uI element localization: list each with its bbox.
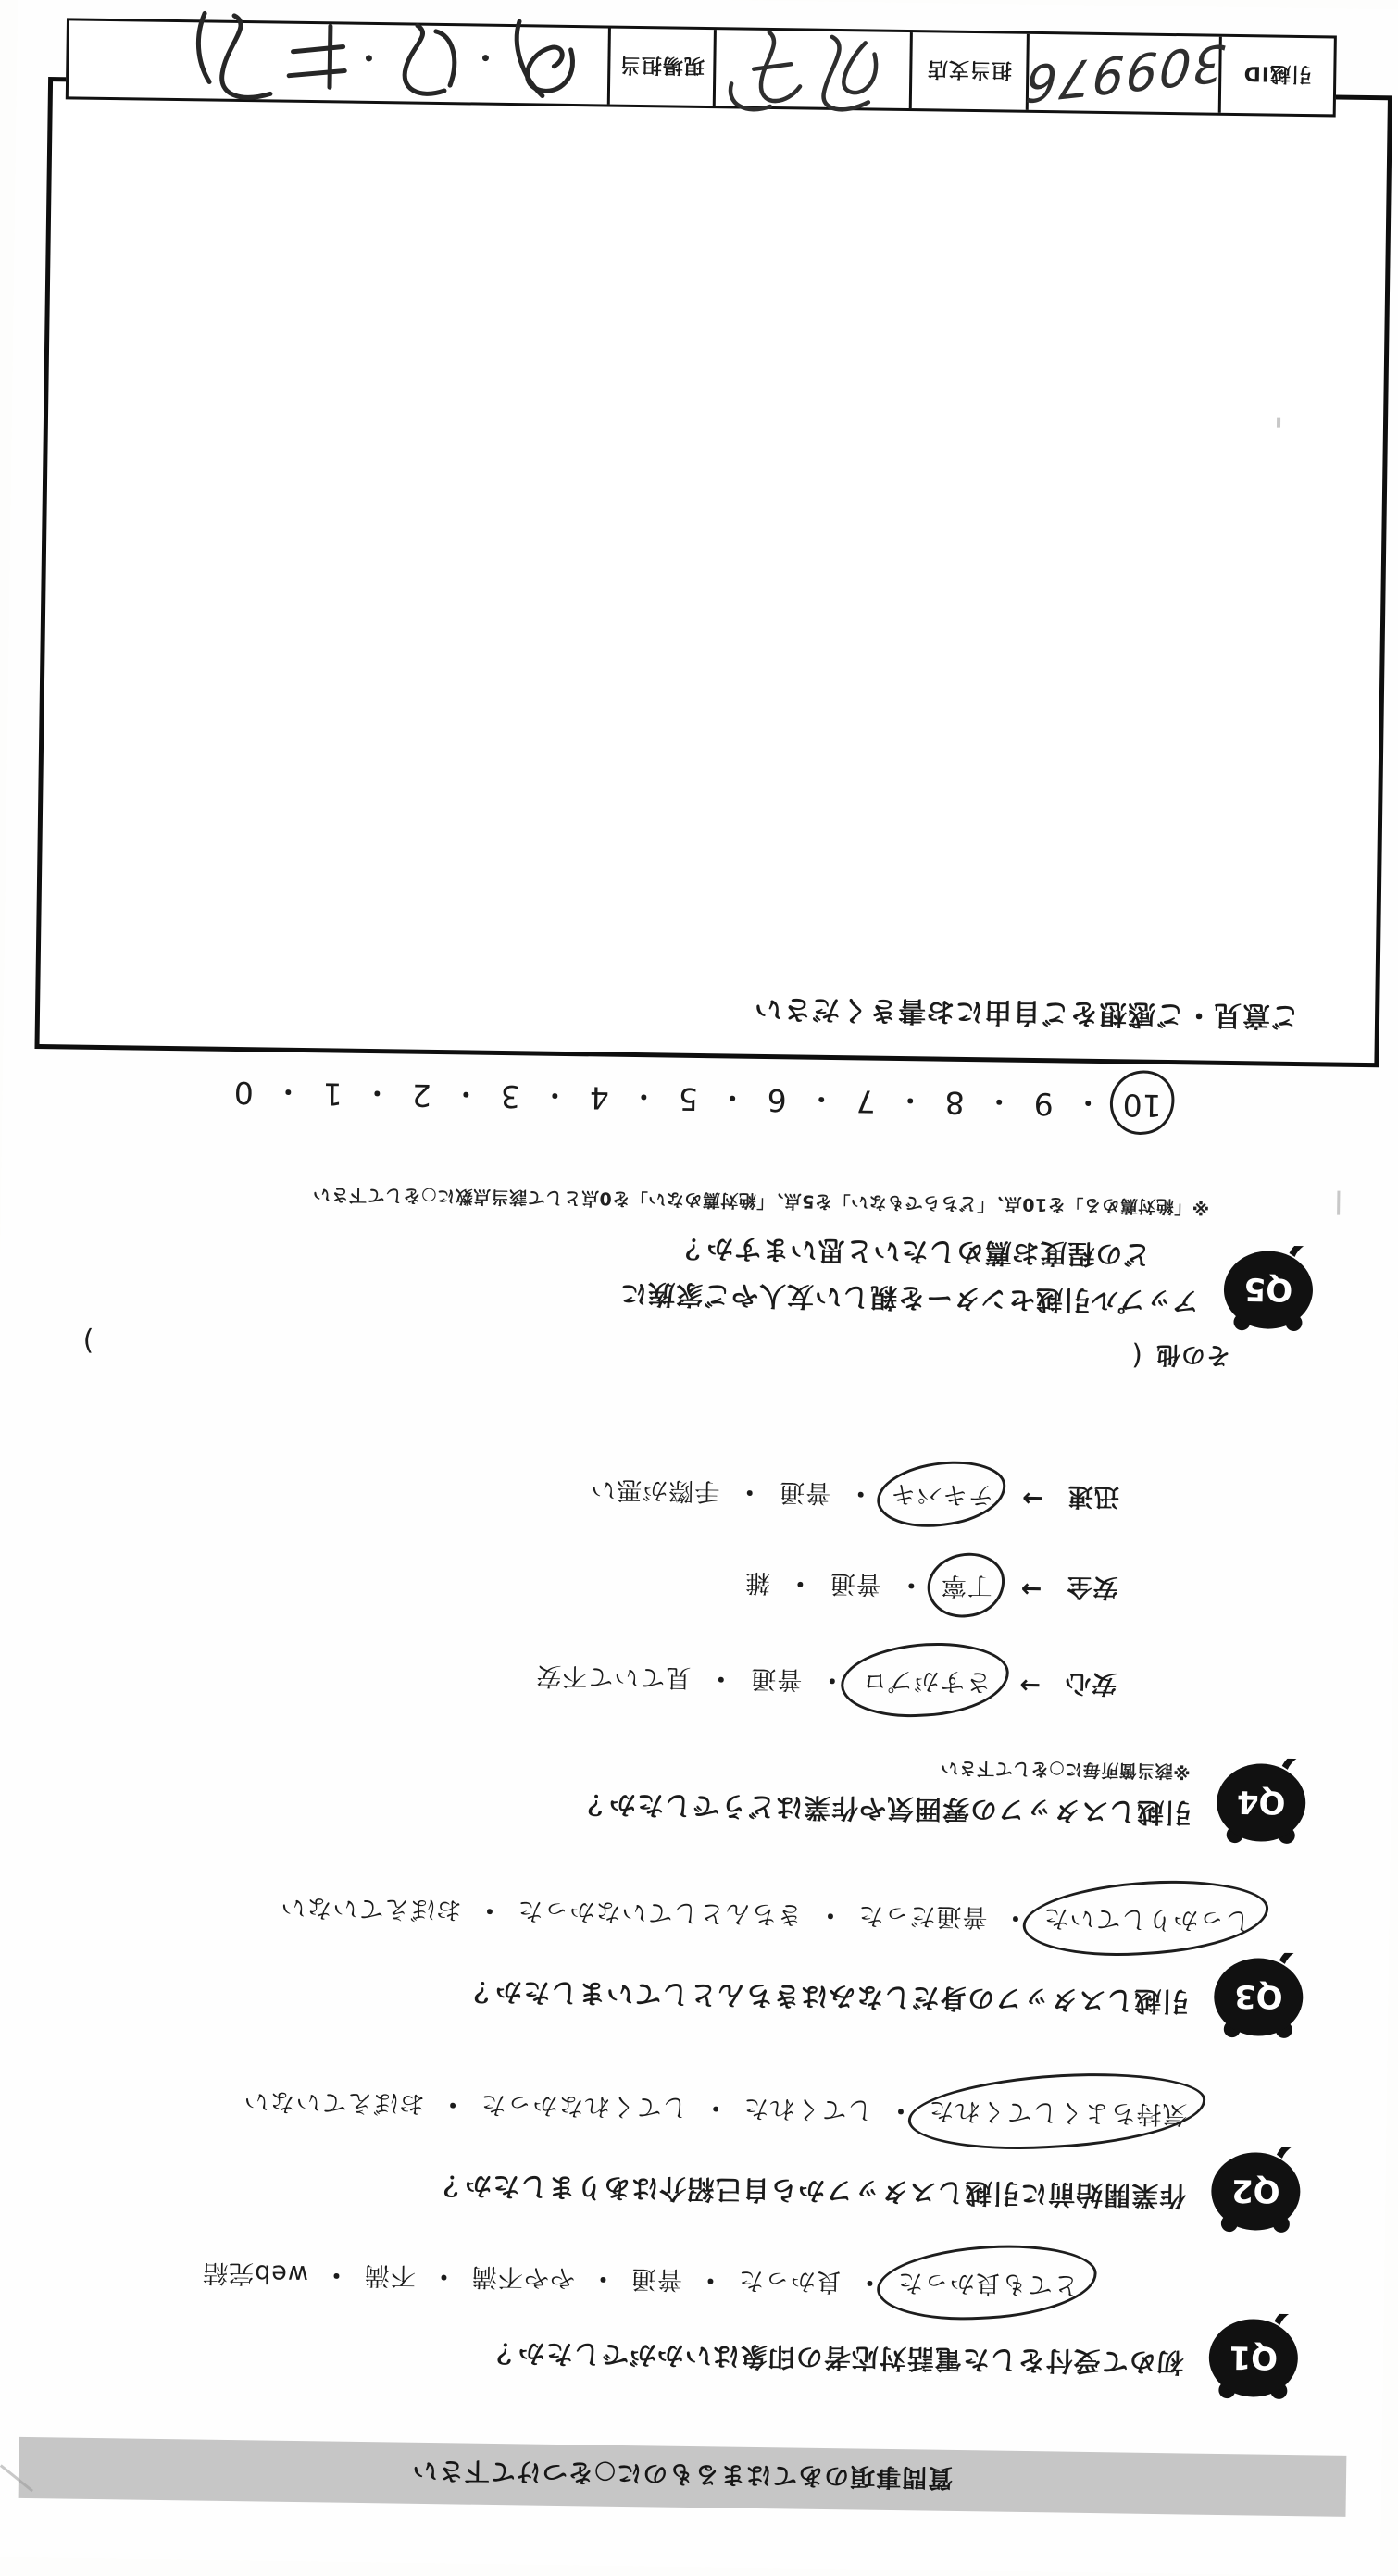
q4-other-value — [94, 1325, 1131, 1339]
branch-label: 担当支店 — [926, 56, 1013, 82]
q5-score: ・ 7 — [855, 1083, 945, 1120]
instruction-bar — [19, 2437, 1347, 2517]
q5-score: ・ 3 — [501, 1078, 591, 1115]
q4-row-label: 安心 — [1064, 1668, 1117, 1699]
svg-text:Q1: Q1 — [1229, 2338, 1279, 2376]
q3-badge-icon — [1210, 1952, 1307, 2042]
scan-artifact — [1277, 418, 1280, 428]
q5-score: ・ 4 — [590, 1079, 680, 1116]
q5-score: ・ 8 — [944, 1085, 1034, 1122]
q4-question: 引越しスタッフの雰囲気や作業はどうでしたか？ — [580, 1788, 1192, 1829]
q5-question-line1: アップル引越センターを親しい友人やご家族に — [618, 1277, 1200, 1318]
moving-id-label: 引越ID — [1242, 61, 1313, 86]
comment-box-header: ご意見・ご感想をご自由にお書きください — [753, 991, 1300, 1033]
branch-signature-handwriting — [713, 20, 910, 119]
q4-row-anzen — [744, 1567, 1118, 1609]
svg-text:Q4: Q4 — [1236, 1783, 1286, 1821]
q1-badge-icon — [1205, 2313, 1302, 2403]
site-staff-names-handwriting — [61, 6, 608, 115]
footer-staff-table — [66, 18, 1337, 117]
q5-note: ※「絶対薦める」を10点、「どちらでもない」を5点、「絶対薦めない」を0点として該当点数に○をして下さい — [312, 1184, 1210, 1217]
q4-other-label: その他 — [1155, 1339, 1231, 1370]
q4-row-label: 迅速 — [1067, 1481, 1120, 1512]
q2-option: ・ してくれた — [743, 2093, 929, 2132]
arrow-icon: → — [1019, 1574, 1042, 1604]
q4-jinsoku-selected: テキパキ — [890, 1478, 994, 1516]
q1-option: ・ 普通 — [630, 2263, 739, 2301]
q5-score: ・ 5 — [679, 1081, 768, 1118]
arrow-icon: → — [1018, 1670, 1042, 1700]
site-staff-label: 現場担当 — [618, 53, 705, 78]
q4-other-row — [81, 1325, 1230, 1375]
q4-anshin-selected: さすがプロ — [861, 1664, 992, 1702]
q2-options — [243, 2085, 1187, 2134]
q5-score-scale — [234, 1075, 1162, 1124]
q1-question: 初めて受付をした電話対応者の印象はいかがでしたか？ — [489, 2336, 1185, 2379]
q3-option: ・ きちんとしていなかった — [517, 1895, 858, 1935]
q3-question: 引越しスタッフの身だしなみはきちんとしていましたか？ — [467, 1975, 1190, 2018]
site-staff-names-cell — [69, 20, 608, 104]
q4-anshin-option: ・ 普通 — [750, 1663, 862, 1701]
q1-option: ・ web完結 — [202, 2258, 364, 2296]
comment-box-content — [78, 232, 1349, 990]
q2-option-selected: 気持ちよくしてくれた — [928, 2096, 1188, 2135]
q3-option-selected: しっかりしていた — [1042, 1902, 1251, 1941]
svg-text:Q3: Q3 — [1233, 1977, 1283, 2015]
q4-row-jinsoku — [590, 1474, 1119, 1517]
scan-artifact — [1337, 1191, 1340, 1215]
branch-signature-cell — [713, 30, 910, 108]
q4-row-anshin — [535, 1661, 1117, 1705]
q5-score: ・ 6 — [767, 1082, 856, 1119]
q2-option: ・ してくれなかった — [480, 2089, 743, 2129]
moving-id-value-cell — [1021, 32, 1227, 114]
comment-box — [34, 77, 1392, 1067]
close-paren: ) — [81, 1324, 94, 1357]
arrow-icon: → — [1020, 1483, 1044, 1513]
svg-text:Q2: Q2 — [1230, 2172, 1280, 2209]
q1-option: ・ 良かった — [738, 2265, 898, 2303]
q5-badge-icon — [1219, 1245, 1317, 1335]
q4-row-label: 安全 — [1066, 1572, 1118, 1602]
q5-score: ・ 9 — [1033, 1086, 1123, 1123]
q1-option: ・ やや不満 — [471, 2261, 631, 2299]
open-paren: ( — [1130, 1338, 1143, 1372]
moving-id-handwritten: 309976 — [1021, 32, 1227, 114]
q2-option: ・ おぼえていない — [243, 2085, 481, 2125]
q4-anzen-option: ・ 普通 — [830, 1568, 942, 1606]
q4-jinsoku-option: ・ 手際が悪い — [590, 1474, 780, 1512]
q5-score: ・ 1 — [323, 1076, 413, 1113]
site-staff-label-cell — [607, 28, 714, 106]
q2-badge-icon — [1207, 2147, 1304, 2236]
q3-option: ・ おぼえていない — [280, 1892, 518, 1932]
q5-score: ・ 2 — [412, 1077, 502, 1114]
instruction-bar-text: 質問事項のあてはまるものに○をつけて下さい — [411, 2456, 954, 2493]
q1-option-selected: とても良かった — [897, 2267, 1080, 2306]
q4-anzen-option: ・ 雑 — [744, 1567, 830, 1604]
q1-option: ・ 不満 — [364, 2259, 472, 2297]
q4-anzen-selected: 丁寧 — [941, 1570, 993, 1607]
moving-id-label-cell — [1218, 37, 1334, 115]
q4-jinsoku-option: ・ 普通 — [779, 1476, 891, 1514]
q5-score: ・ 0 — [234, 1075, 324, 1112]
q4-badge-icon — [1213, 1758, 1310, 1848]
q3-options — [280, 1892, 1250, 1942]
q2-question: 作業開始前に引越しスタッフから自己紹介はありましたか？ — [436, 2170, 1187, 2212]
q5-score-selected: 10 — [1122, 1087, 1163, 1124]
branch-label-cell — [909, 32, 1027, 110]
q3-option: ・ 普通だった — [857, 1899, 1043, 1938]
q4-anshin-option: ・ 見ていて不安 — [535, 1661, 751, 1699]
q5-question-line2: どの程度お薦めしたいと思いますか？ — [678, 1232, 1151, 1271]
q4-note: ※該当箇所毎に○をして下さい — [940, 1757, 1191, 1782]
q1-options — [202, 2258, 1079, 2306]
svg-text:Q5: Q5 — [1243, 1270, 1293, 1308]
